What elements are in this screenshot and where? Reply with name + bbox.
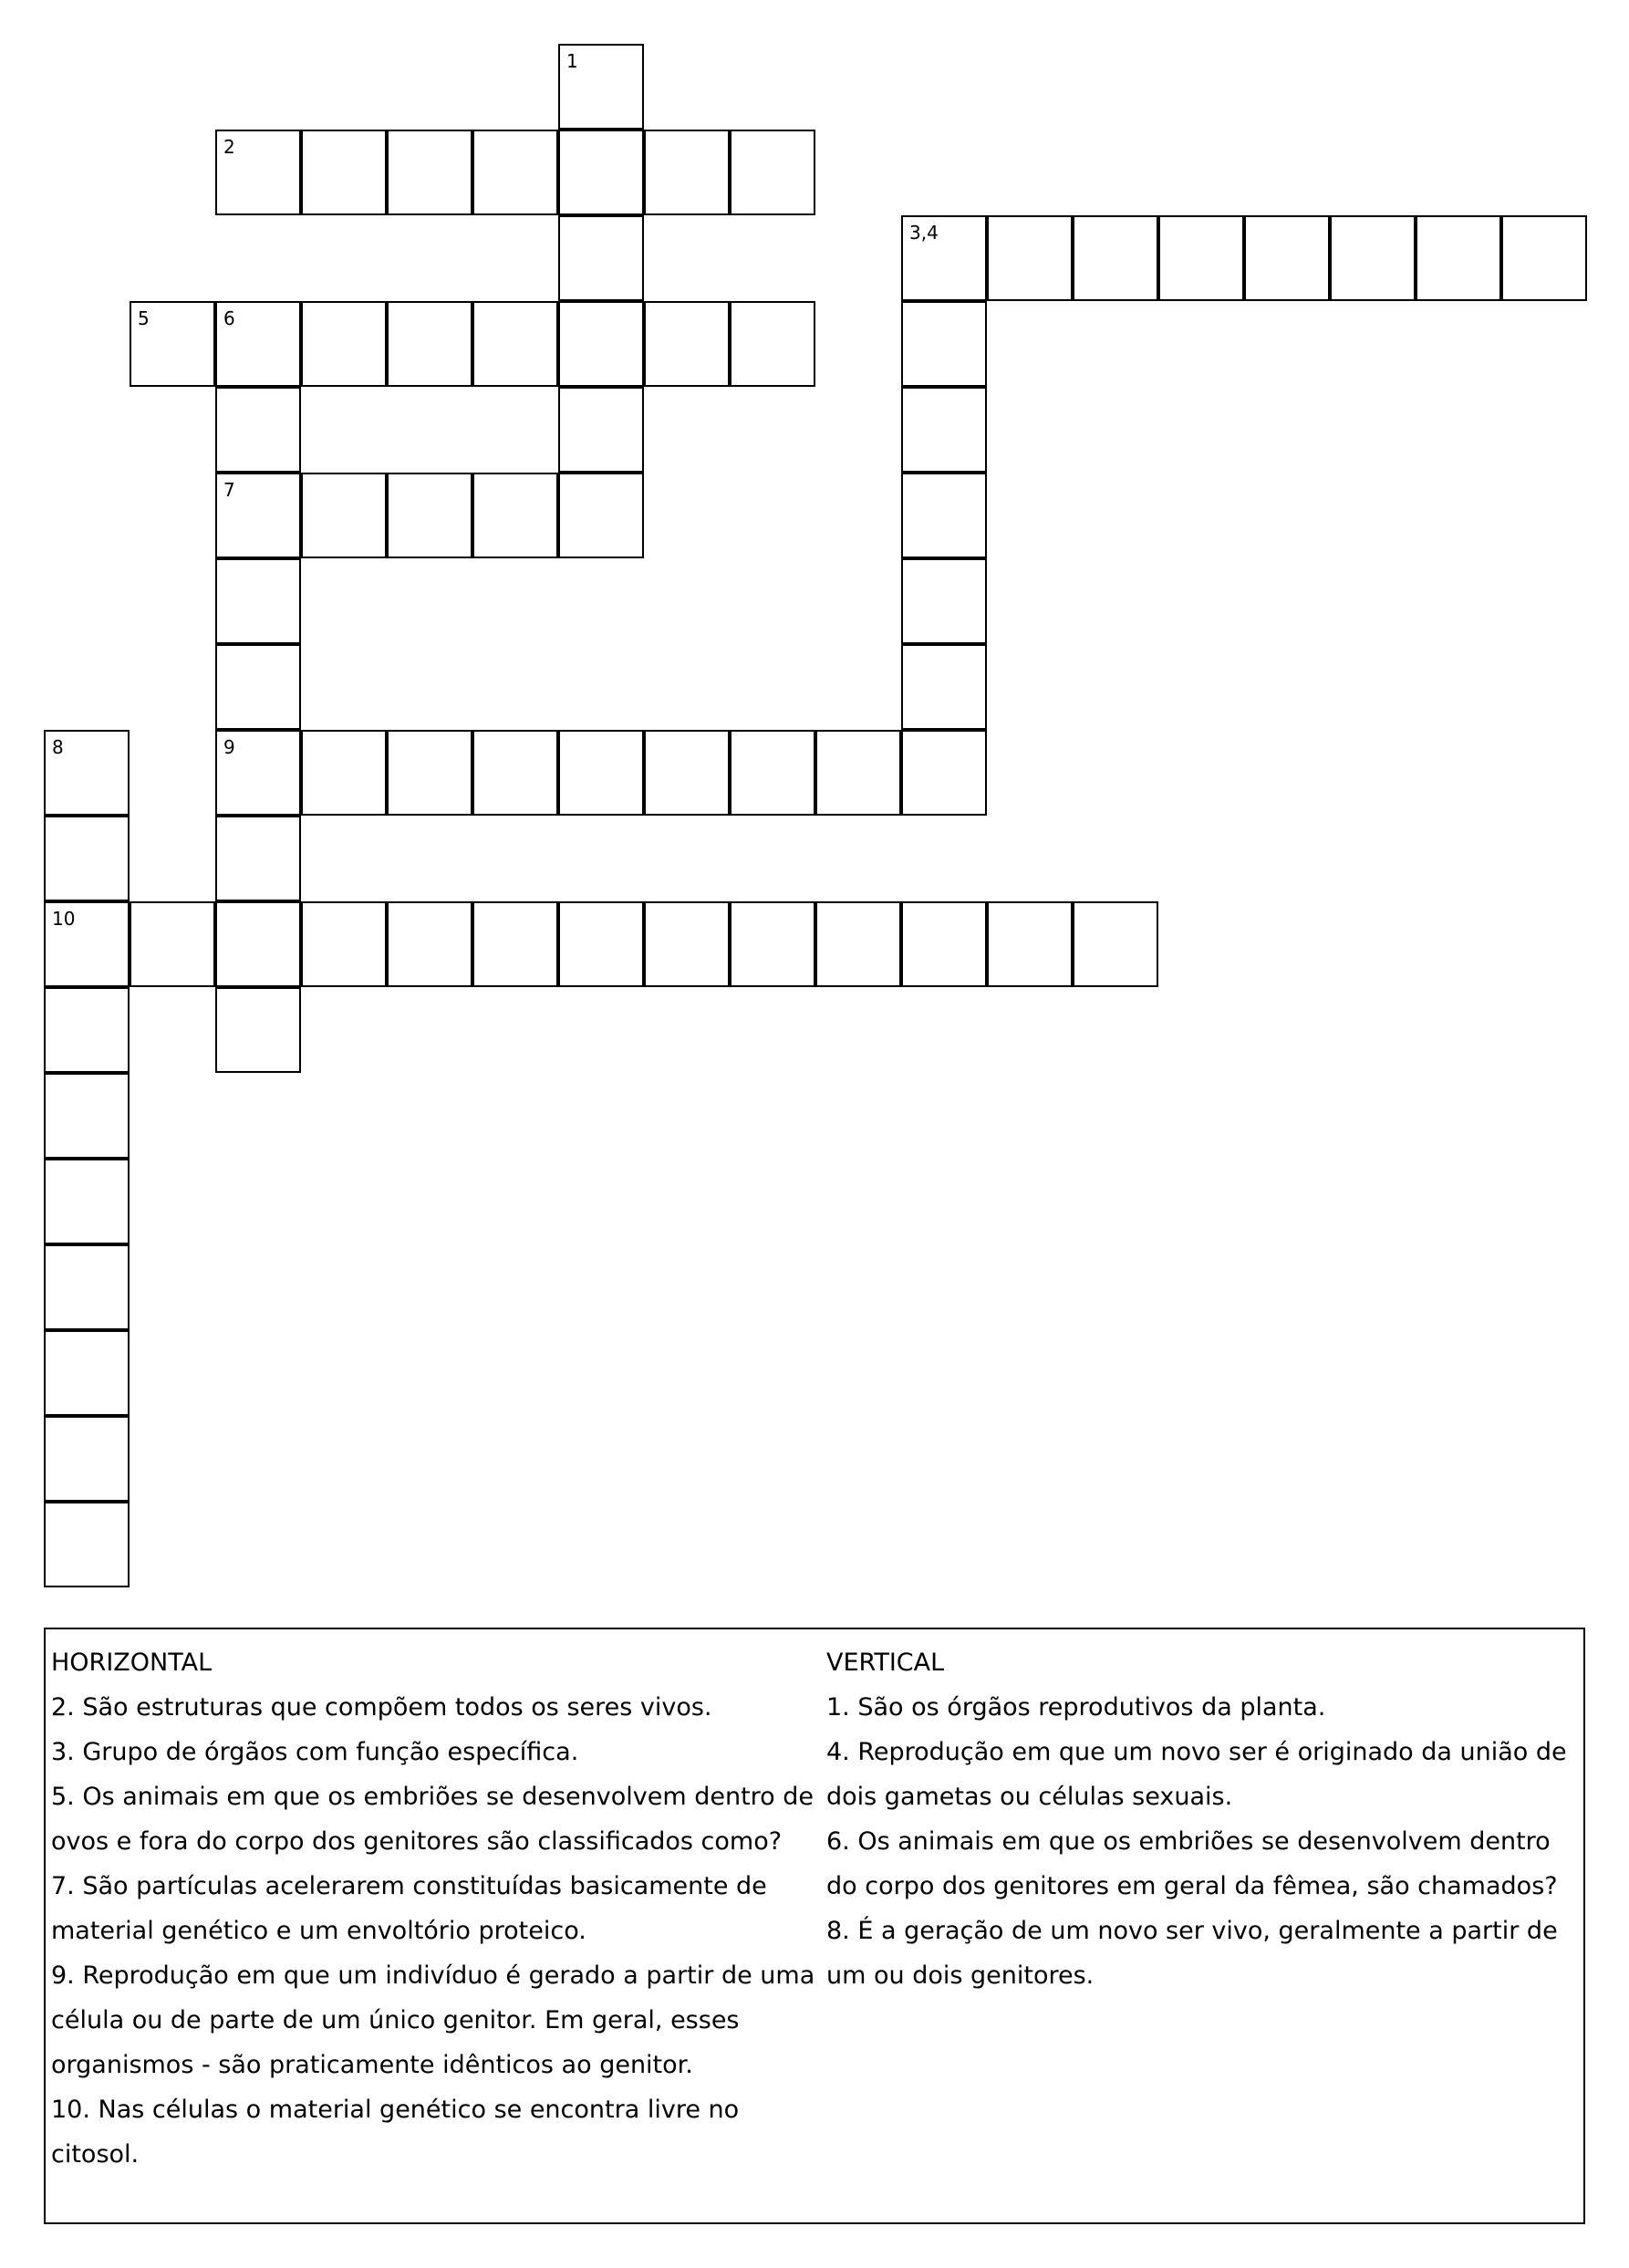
clue-number: 5 — [138, 307, 150, 329]
crossword-cell[interactable] — [558, 901, 644, 987]
clue-h10: 10. Nas células o material genético se encontra livre no citosol. — [51, 2096, 740, 2169]
crossword-cell[interactable] — [644, 730, 730, 816]
crossword-cell[interactable] — [130, 301, 215, 387]
crossword-cell[interactable] — [644, 901, 730, 987]
crossword-cell[interactable] — [815, 730, 901, 816]
crossword-cell[interactable] — [558, 130, 644, 215]
clue-h2: 2. São estruturas que compõem todos os seres vivos. — [51, 1693, 712, 1722]
crossword-cell[interactable] — [730, 901, 815, 987]
clue-number: 1 — [566, 50, 578, 72]
crossword-cell[interactable] — [387, 901, 472, 987]
crossword-cell[interactable] — [558, 473, 644, 558]
clue-v8: 8. É a geração de um novo ser vivo, geralmente a partir de um ou dois genitores. — [826, 1917, 1558, 1990]
clue-number: 7 — [223, 479, 235, 501]
crossword-cell[interactable] — [301, 301, 387, 387]
crossword-cell[interactable] — [987, 215, 1073, 301]
crossword-cell[interactable] — [558, 44, 644, 130]
crossword-cell[interactable] — [44, 730, 130, 816]
crossword-cell[interactable] — [215, 473, 301, 558]
clue-h5: 5. Os animais em que os embriões se desenvolvem dentro de ovos e fora do corpo dos genitores são classificados como? — [51, 1783, 814, 1856]
crossword-cell[interactable] — [301, 130, 387, 215]
crossword-cell[interactable] — [387, 130, 472, 215]
clue-v6: 6. Os animais em que os embriões se desenvolvem dentro do corpo dos genitores em geral da fêmea, são chamados? — [826, 1827, 1558, 1900]
crossword-cell[interactable] — [44, 816, 130, 901]
crossword-cell[interactable] — [1158, 215, 1244, 301]
crossword-cell[interactable] — [301, 730, 387, 816]
horizontal-heading: HORIZONTAL — [51, 1649, 213, 1677]
crossword-cell[interactable] — [558, 730, 644, 816]
crossword-cell[interactable] — [730, 130, 815, 215]
crossword-cell[interactable] — [130, 901, 215, 987]
crossword-cell[interactable] — [387, 301, 472, 387]
crossword-cell[interactable] — [1073, 901, 1158, 987]
crossword-cell[interactable] — [901, 901, 987, 987]
crossword-cell[interactable] — [472, 901, 558, 987]
crossword-cell[interactable] — [901, 301, 987, 387]
horizontal-clues — [51, 1640, 826, 2177]
crossword-cell[interactable] — [215, 644, 301, 730]
vertical-clues — [826, 1640, 1574, 1998]
crossword-cell[interactable] — [472, 730, 558, 816]
crossword-cell[interactable] — [472, 130, 558, 215]
crossword-cell[interactable] — [558, 387, 644, 473]
clue-h3: 3. Grupo de órgãos com função específica. — [51, 1738, 579, 1766]
crossword-cell[interactable] — [1416, 215, 1501, 301]
crossword-cell[interactable] — [387, 730, 472, 816]
crossword-cell[interactable] — [44, 987, 130, 1073]
crossword-cell[interactable] — [901, 730, 987, 816]
crossword-cell[interactable] — [387, 473, 472, 558]
crossword-cell[interactable] — [44, 1416, 130, 1502]
crossword-cell[interactable] — [644, 301, 730, 387]
clue-number: 9 — [223, 736, 235, 758]
crossword-cell[interactable] — [301, 473, 387, 558]
crossword-cell[interactable] — [1501, 215, 1587, 301]
crossword-cell[interactable] — [644, 130, 730, 215]
crossword-cell[interactable] — [730, 301, 815, 387]
crossword-cell[interactable] — [215, 987, 301, 1073]
clue-number: 10 — [52, 908, 76, 930]
crossword-cell[interactable] — [901, 215, 987, 301]
crossword-cell[interactable] — [558, 301, 644, 387]
crossword-cell[interactable] — [44, 1244, 130, 1330]
crossword-cell[interactable] — [215, 901, 301, 987]
crossword-cell[interactable] — [44, 1330, 130, 1416]
crossword-cell[interactable] — [215, 130, 301, 215]
crossword-cell[interactable] — [901, 644, 987, 730]
crossword-cell[interactable] — [558, 215, 644, 301]
crossword-cell[interactable] — [44, 1502, 130, 1587]
crossword-cell[interactable] — [1073, 215, 1158, 301]
crossword-cell[interactable] — [215, 558, 301, 644]
crossword-cell[interactable] — [730, 730, 815, 816]
crossword-cell[interactable] — [987, 901, 1073, 987]
clues-box — [44, 1628, 1585, 2224]
crossword-cell[interactable] — [44, 901, 130, 987]
crossword-cell[interactable] — [1244, 215, 1330, 301]
crossword-cell[interactable] — [215, 387, 301, 473]
clue-v1: 1. São os órgãos reprodutivos da planta. — [826, 1693, 1326, 1722]
crossword-cell[interactable] — [901, 558, 987, 644]
crossword-cell[interactable] — [301, 901, 387, 987]
crossword-cell[interactable] — [215, 816, 301, 901]
clue-number: 2 — [223, 136, 235, 158]
crossword-cell[interactable] — [901, 473, 987, 558]
crossword-cell[interactable] — [815, 901, 901, 987]
clue-number: 6 — [223, 307, 235, 329]
crossword-cell[interactable] — [215, 730, 301, 816]
crossword-cell[interactable] — [44, 1159, 130, 1244]
clue-h7: 7. São partículas acelerarem constituídas basicamente de material genético e um envoltório proteico. — [51, 1872, 767, 1945]
crossword-cell[interactable] — [472, 301, 558, 387]
clue-number: 8 — [52, 736, 64, 758]
crossword-cell[interactable] — [44, 1073, 130, 1159]
crossword-cell[interactable] — [1330, 215, 1416, 301]
vertical-heading: VERTICAL — [826, 1649, 945, 1677]
clue-v4: 4. Reprodução em que um novo ser é originado da união de dois gametas ou células sexuais. — [826, 1738, 1567, 1811]
clue-number: 3,4 — [909, 222, 939, 244]
crossword-cell[interactable] — [901, 387, 987, 473]
clue-h9: 9. Reprodução em que um indivíduo é gerado a partir de uma célula ou de parte de um único genitor. Em geral, esses organismos - são praticamente idênticos ao genitor. — [51, 1961, 815, 2079]
crossword-cell[interactable] — [215, 301, 301, 387]
crossword-cell[interactable] — [472, 473, 558, 558]
